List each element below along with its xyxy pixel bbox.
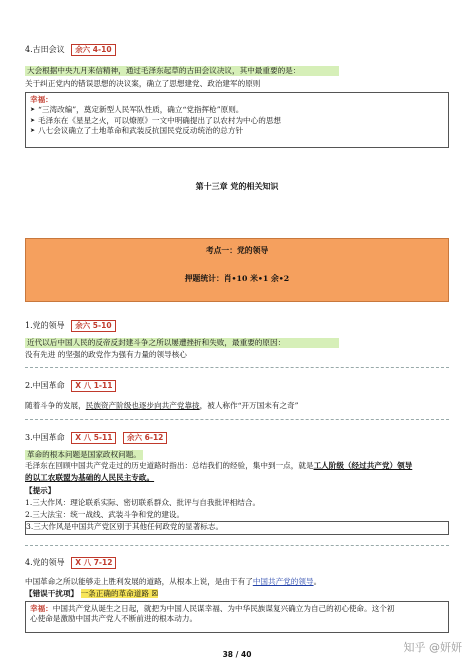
text-segment: 随着斗争的发展，	[25, 401, 86, 410]
heading-text: 3.中国革命	[25, 433, 65, 442]
highlight-sentence	[25, 450, 143, 460]
tip-box	[25, 92, 449, 148]
text-segment: 中国革命之所以能够走上胜利发展的道路，从根本上说，是由于有了	[25, 577, 253, 586]
list-item	[30, 116, 444, 126]
divider	[25, 419, 449, 420]
list-item-text: “三湾改编”，奠定新型人民军队性质，确立“党指挥枪”原则。	[38, 105, 244, 115]
sentence-text: 大会根据中央九月来信精神，通过毛泽东起草的古田会议决议，其中最重要的是：	[27, 66, 301, 75]
q4-heading	[25, 557, 116, 569]
text-segment: 。	[313, 577, 322, 586]
q2-heading	[25, 380, 116, 392]
page-number: 38 / 40	[222, 650, 252, 659]
kaodian-stats: 押题统计：肖•10 米•1 余•2	[184, 273, 290, 283]
heading-text: 1.党的领导	[25, 321, 65, 330]
list-item-text: 八七会议确立了土地革命和武装反抗国民党反动统治的总方针	[38, 125, 244, 135]
box-label: 幸福：	[30, 95, 53, 104]
text-segment: ，被人称作“开万国未有之奇”	[199, 401, 299, 410]
highlight-sentence	[25, 338, 339, 348]
source-tag: 余六 5-10	[71, 320, 115, 332]
body-line	[25, 461, 455, 471]
list-item	[30, 126, 444, 136]
arrow-bullet-icon: ➤	[30, 116, 36, 124]
kaodian-title: 考点一：党的领导	[205, 246, 269, 255]
box-text: 心使命是激励中国共产党人不断前进的根本动力。	[30, 614, 198, 624]
arrow-bullet-icon: ➤	[30, 106, 36, 114]
body-line: 的以工农联盟为基础的人民民主专政。	[25, 473, 155, 482]
tip-item: 1.三大作风：理论联系实际、密切联系群众、批评与自我批评相结合。	[25, 498, 261, 507]
wrong-option-text: 一条正确的革命道路 ☒	[80, 589, 159, 598]
body-line	[25, 401, 299, 411]
q1-heading	[25, 320, 116, 332]
tip-item-text: 3.三大作风是中国共产党区别于其他任何政党的显著标志。	[26, 522, 224, 531]
tip-box	[25, 601, 449, 633]
underlined-text: 工人阶级（经过共产党）领导	[313, 461, 413, 470]
zhihu-watermark: 知乎 @妍妍	[403, 641, 462, 655]
body-line	[25, 577, 321, 587]
divider	[25, 545, 449, 546]
source-tag: X 八 7-12	[71, 557, 116, 569]
arrow-bullet-icon: ➤	[30, 126, 36, 134]
tip-item-boxed	[25, 521, 449, 535]
source-tag: 余六 6-12	[123, 432, 167, 444]
kaodian-box	[25, 238, 449, 302]
sentence-text: 革命的根本问题是国家政权问题。	[27, 450, 141, 459]
source-tag: X 八 5-11	[71, 432, 116, 444]
source-tag: X 八 1-11	[71, 380, 116, 392]
list-item	[30, 105, 444, 115]
wrong-option-line	[25, 589, 158, 599]
heading-text: 2.中国革命	[25, 381, 65, 390]
tip-item: 2.三大法宝：统一战线、武装斗争和党的建设。	[25, 510, 185, 519]
heading-text: 4.党的领导	[25, 558, 65, 567]
q3-heading	[25, 432, 167, 444]
body-line: 关于纠正党内的错误思想的决议案，确立了思想建党、政治建军的原则	[25, 79, 261, 88]
heading-text: 4.古田会议	[25, 45, 65, 54]
body-line: 没有先进 的坚强的政党作为强有力量的领导核心	[25, 350, 187, 359]
wrong-label: 【错误干扰项】	[25, 589, 79, 598]
underlined-text: 中国共产党的领导	[252, 577, 314, 586]
tip-label: 【提示】	[25, 486, 56, 495]
chapter-title: 第十三章 党的相关知识	[195, 181, 279, 191]
section-gutian-heading	[25, 44, 116, 56]
list-item-text: 毛泽东在《星星之火，可以燎原》一文中明确提出了以农村为中心的思想	[38, 115, 282, 125]
text-segment: 毛泽东在回顾中国共产党走过的历史道路时指出：总结我们的经验，集中到一点，就是	[25, 461, 314, 470]
box-text: 中国共产党从诞生之日起，就把为中国人民谋幸福、为中华民族谋复兴确立为自己的初心使命。这个初	[52, 604, 395, 613]
divider	[25, 367, 449, 368]
underlined-text: 民族资产阶级也逐步向共产党靠拢	[85, 401, 200, 410]
box-label: 幸福：	[30, 604, 53, 613]
source-tag: 余六 4-10	[71, 44, 115, 56]
sentence-text: 近代以后中国人民的反帝反封建斗争之所以屡遭挫折和失败，最重要的原因：	[27, 338, 286, 347]
highlight-sentence	[25, 66, 339, 76]
